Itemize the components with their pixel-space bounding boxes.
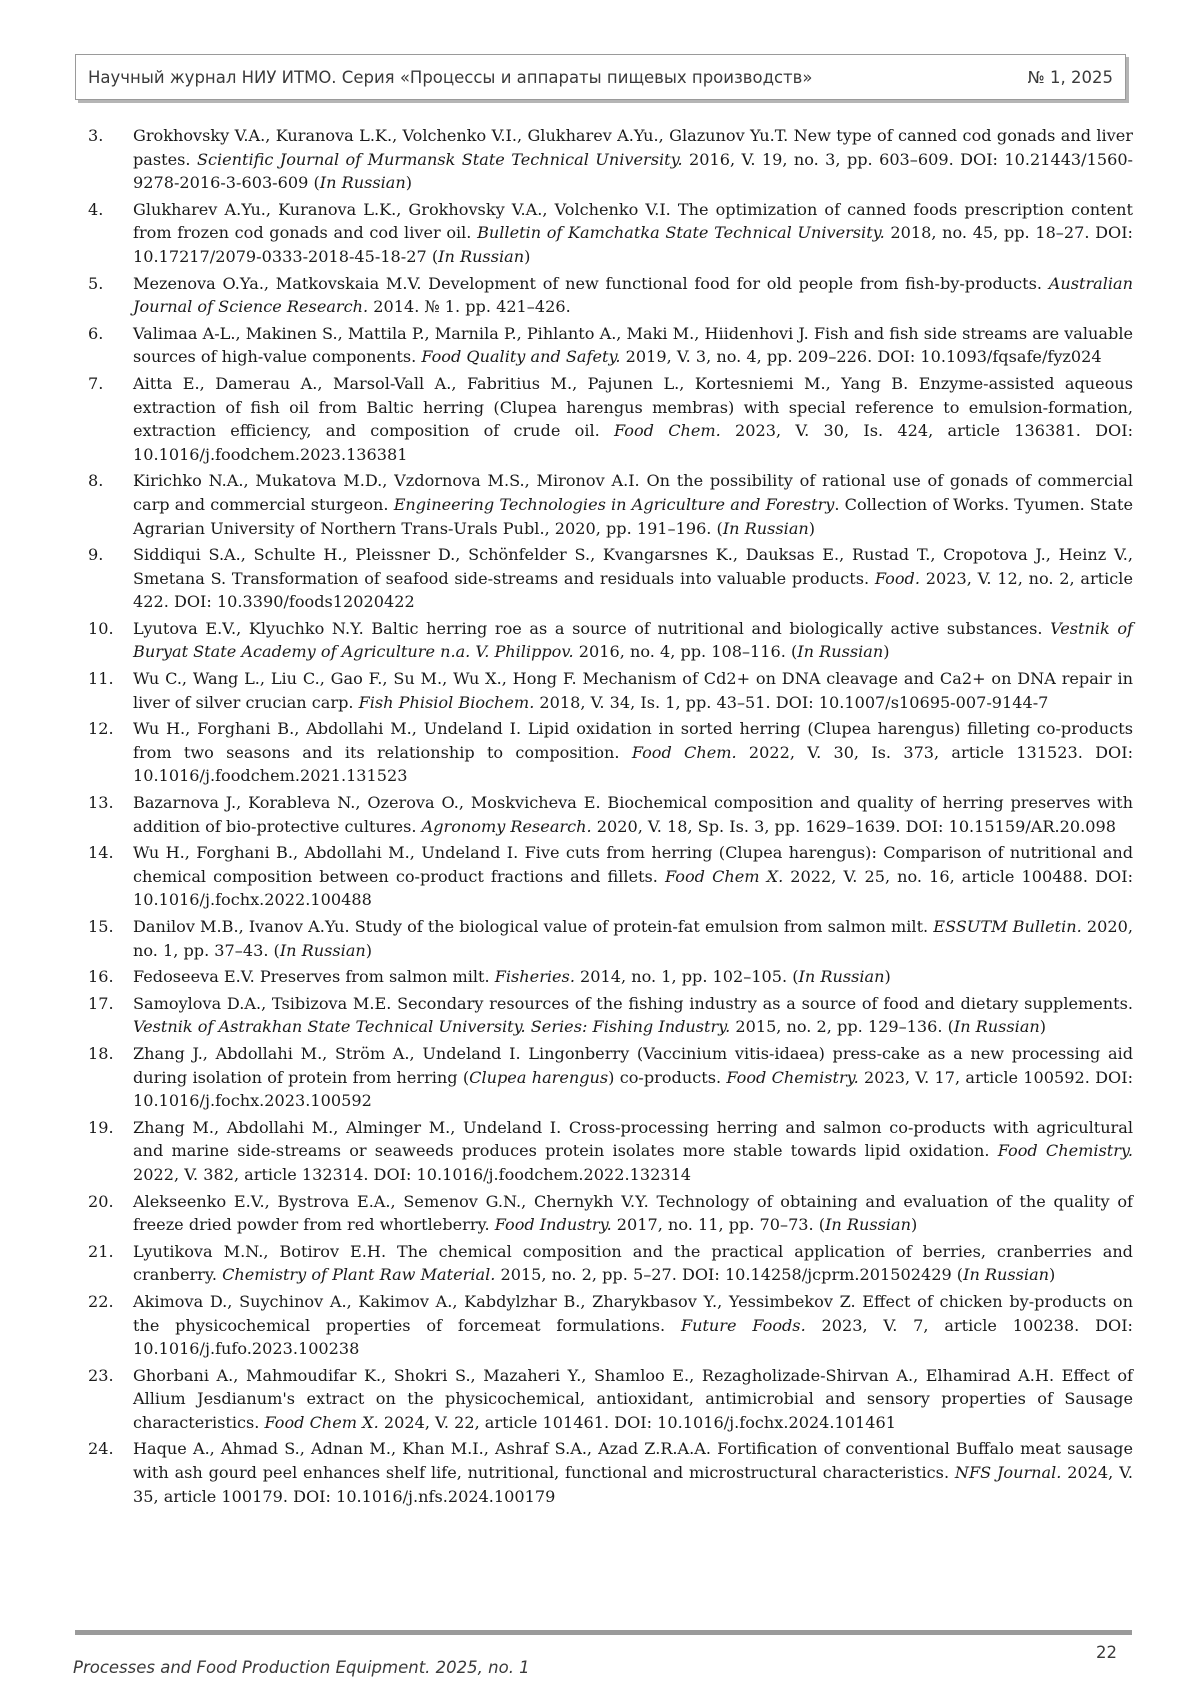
reference-source: Agronomy Research. [421, 816, 592, 836]
reference-details-end: ) [808, 518, 816, 538]
reference-source: Future Foods. [680, 1315, 806, 1335]
reference-details: 2023, V. 7, article 100238. DOI: 10.1016/j.fufo.2023.100238 [133, 1315, 1133, 1359]
reference-source: Fisheries. [494, 967, 575, 987]
reference-note: In Russian [319, 173, 406, 193]
reference-item [88, 841, 1133, 912]
reference-item [88, 992, 1133, 1039]
reference-text: Siddiqui S.A., Schulte H., Pleissner D., Schönfelder S., Kvangarsnes K., Dauksas E., Rustad T., Cropotova J., Heinz V., Smetana S. Transformation of seafood side-streams and residuals into valuable products. [133, 545, 1133, 588]
reference-text: Lyutova E.V., Klyuchko N.Y. Baltic herring roe as a source of nutritional and biologically active substances. [133, 618, 1051, 638]
reference-item [88, 469, 1133, 540]
reference-source: Fish Phisiol Biochem. [358, 692, 535, 712]
reference-text: Grokhovsky V.A., Kuranova L.K., Volchenko V.I., Glukharev A.Yu., Glazunov Yu.T. New type of canned cod gonads and liver pastes. [133, 126, 1133, 169]
page-number: 22 [1096, 1643, 1117, 1662]
reference-source: Scientific Journal of Murmansk State Technical University. [196, 149, 683, 169]
reference-details: 2014. № 1. pp. 421–426. [368, 297, 571, 317]
reference-details-end: ) [911, 1215, 918, 1235]
reference-source: Australian Journal of Science Research. [133, 273, 1133, 317]
reference-item [88, 124, 1133, 195]
reference-number: 19. [88, 1117, 114, 1137]
reference-item [88, 372, 1133, 466]
reference-details: 2022, V. 30, Is. 373, article 131523. DOI: 10.1016/j.foodchem.2021.131523 [133, 742, 1133, 786]
footer-journal-title: Processes and Food Production Equipment. 2025, no. 1 [73, 1658, 530, 1677]
reference-text: Samoylova D.A., Tsibizova M.E. Secondary resources of the fishing industry as a source of food and dietary supplements. [133, 993, 1133, 1013]
reference-details-end: ) [524, 246, 531, 266]
reference-number: 4. [88, 199, 104, 219]
reference-number: 23. [88, 1365, 114, 1385]
reference-item [88, 1290, 1133, 1361]
reference-details-end: ) [365, 940, 373, 960]
reference-number: 12. [88, 719, 114, 739]
reference-source: NFS Journal. [954, 1463, 1062, 1483]
reference-number: 18. [88, 1043, 114, 1063]
header-journal-title: Научный журнал НИУ ИТМО. Серия «Процессы и аппараты пищевых производств» [88, 67, 813, 87]
reference-item [88, 667, 1133, 714]
reference-note: In Russian [798, 967, 885, 987]
reference-number: 8. [88, 471, 104, 491]
reference-details-end: ) [1039, 1017, 1047, 1037]
reference-details-end: ) [405, 173, 412, 193]
reference-number: 7. [88, 373, 104, 393]
reference-text: Kirichko N.A., Mukatova M.D., Vzdornova M.S., Mironov A.I. On the possibility of rational use of gonads of commercial carp and commercial sturgeon. [133, 471, 1133, 514]
reference-source: ESSUTM Bulletin. [933, 917, 1082, 936]
reference-details: 2016, no. 4, pp. 108–116. ( [573, 642, 798, 662]
reference-item [88, 1437, 1133, 1508]
reference-note: In Russian [797, 642, 884, 662]
reference-details-end: ) [883, 642, 890, 662]
reference-number: 17. [88, 993, 114, 1013]
reference-text: Danilov M.B., Ivanov A.Yu. Study of the biological value of protein-fat emulsion from salmon milt. [133, 917, 934, 936]
reference-details: 2015, no. 2, pp. 5–27. DOI: 10.14258/jcprm.201502429 ( [495, 1265, 964, 1285]
reference-source: Bulletin of Kamchatka State Technical University. [477, 223, 885, 243]
running-header [75, 54, 1126, 100]
reference-text: Ghorbani A., Mahmoudifar K., Shokri S., Mazaheri Y., Shamloo E., Rezagholizade-Shirvan A., Elhamirad A.H. Effect of Allium Jesdianum's extract on the physicochemical, antioxidant, antimicrobial and sensory properties of Sausage characteristics. [133, 1365, 1133, 1432]
reference-text: Wu H., Forghani B., Abdollahi M., Undeland I. Five cuts from herring (Clupea harengus): Comparison of nutritional and chemical composition between co-product fractions and fillets. [133, 843, 1133, 886]
reference-source: Food Industry. [494, 1215, 612, 1235]
reference-item [88, 717, 1133, 788]
reference-number: 24. [88, 1439, 114, 1459]
reference-text: Valimaa A-L., Makinen S., Mattila P., Marnila P., Pihlanto A., Maki M., Hiidenhovi J. Fish and fish side streams are valuable sources of high-value components. [133, 323, 1133, 367]
reference-details: 2018, V. 34, Is. 1, pp. 43–51. DOI: 10.1007/s10695-007-9144-7 [534, 692, 1049, 712]
reference-note: In Russian [438, 246, 525, 266]
reference-details: ) co-products. [608, 1067, 727, 1087]
reference-note: In Russian [279, 940, 366, 960]
reference-number: 14. [88, 843, 114, 863]
reference-details: 2022, V. 25, no. 16, article 100488. DOI: 10.1016/j.fochx.2022.100488 [133, 866, 1133, 910]
reference-source: Food Quality and Safety. [421, 347, 621, 367]
reference-details: 2018, no. 45, pp. 18–27. DOI: 10.17217/2079-0333-2018-45-18-27 ( [133, 223, 1133, 266]
reference-source: Clupea harengus [469, 1067, 609, 1087]
reference-number: 13. [88, 793, 114, 813]
reference-text: Akimova D., Suychinov A., Kakimov A., Kabdylzhar B., Zharykbasov Y., Yessimbekov Z. Effect of chicken by-products on the physicochemical properties of forcemeat formulations. [133, 1291, 1133, 1335]
reference-text: Zhang M., Abdollahi M., Alminger M., Undeland I. Cross-processing herring and salmon co-products with agricultural and marine side-streams or seaweeds produces protein isolates more stable towards lipid oxidation. [133, 1117, 1133, 1161]
reference-number: 6. [88, 323, 104, 343]
reference-item [88, 1042, 1133, 1113]
reference-details: 2022, V. 382, article 132314. DOI: 10.1016/j.foodchem.2022.132314 [133, 1164, 692, 1184]
reference-source: Food. [874, 568, 920, 588]
reference-note: In Russian [722, 518, 809, 538]
reference-source: Food Chem. [631, 742, 737, 762]
reference-source: Food Chem. [613, 421, 721, 441]
reference-details: 2014, no. 1, pp. 102–105. ( [574, 967, 799, 987]
reference-number: 3. [88, 126, 104, 145]
reference-details: 2020, no. 1, pp. 37–43. ( [133, 917, 1133, 960]
reference-item [88, 543, 1133, 614]
reference-item [88, 1364, 1133, 1435]
header-issue: № 1, 2025 [1027, 67, 1113, 87]
reference-text: Bazarnova J., Korableva N., Ozerova O., Moskvicheva E. Biochemical composition and quality of herring preserves with addition of bio-protective cultures. [133, 793, 1133, 836]
reference-number: 10. [88, 618, 114, 638]
reference-text: Alekseenko E.V., Bystrova E.A., Semenov G.N., Chernykh V.Y. Technology of obtaining and evaluation of the quality of freeze dried powder from red whortleberry. [133, 1191, 1133, 1235]
reference-text: Fedoseeva E.V. Preserves from salmon milt. [133, 967, 495, 987]
reference-source: Engineering Technologies in Agriculture and Forestry [393, 494, 835, 514]
reference-note: In Russian [963, 1265, 1050, 1285]
reference-number: 5. [88, 273, 104, 293]
reference-text: Haque A., Ahmad S., Adnan M., Khan M.I., Ashraf S.A., Azad Z.R.A.A. Fortification of conventional Buffalo meat sausage with ash gourd peel enhances shelf life, nutritional, functional and microstructural characteristics. [133, 1439, 1133, 1483]
reference-note: In Russian [953, 1017, 1040, 1037]
reference-text: Aitta E., Damerau A., Marsol-Vall A., Fabritius M., Pajunen L., Kortesniemi M., Yang B. Enzyme-assisted aqueous extraction of fish oil from Baltic herring (Clupea harengus membras) with special reference to emulsion-formation, extraction efficiency, and composition of crude oil. [133, 373, 1133, 441]
reference-source: Food Chemistry. [997, 1141, 1133, 1161]
reference-note: Food Chemistry. [726, 1067, 859, 1087]
reference-number: 21. [88, 1241, 114, 1261]
reference-note: In Russian [825, 1215, 912, 1235]
reference-number: 22. [88, 1291, 114, 1311]
reference-text: Lyutikova M.N., Botirov E.H. The chemical composition and the practical application of berries, cranberries and cranberry. [133, 1241, 1133, 1285]
reference-number: 20. [88, 1191, 114, 1211]
reference-details: 2016, V. 19, no. 3, pp. 603–609. DOI: 10.21443/1560-9278-2016-3-603-609 ( [133, 149, 1133, 193]
footer-divider [75, 1630, 1132, 1635]
reference-text: Glukharev A.Yu., Kuranova L.K., Grokhovsky V.A., Volchenko V.I. The optimization of canned foods prescription content from frozen cod gonads and cod liver oil. [133, 199, 1133, 243]
reference-item [88, 1116, 1133, 1187]
reference-item [88, 965, 1133, 989]
reference-text: Mezenova O.Ya., Matkovskaia M.V. Development of new functional food for old people from fish-by-products. [133, 273, 1049, 293]
reference-details: 2024, V. 22, article 101461. DOI: 10.1016/j.fochx.2024.101461 [378, 1412, 896, 1432]
reference-number: 9. [88, 545, 104, 565]
reference-details: 2017, no. 11, pp. 70–73. ( [611, 1215, 826, 1235]
reference-item [88, 617, 1133, 664]
reference-item [88, 1240, 1133, 1287]
reference-item [88, 198, 1133, 269]
reference-list [88, 124, 1133, 1511]
reference-item [88, 272, 1133, 319]
reference-details-end: 2023, V. 17, article 100592. DOI: 10.1016/j.fochx.2023.100592 [133, 1067, 1133, 1111]
reference-item [88, 791, 1133, 838]
reference-source: Vestnik of Astrakhan State Technical University. Series: Fishing Industry. [133, 1017, 731, 1037]
reference-text: Zhang J., Abdollahi M., Ström A., Undeland I. Lingonberry (Vaccinium vitis-idaea) press-cake as a new processing aid during isolation of protein from herring ( [133, 1043, 1133, 1087]
reference-source: Food Chem X. [665, 866, 784, 886]
reference-item [88, 322, 1133, 369]
reference-details-end: ) [1049, 1265, 1056, 1285]
reference-details-end: ) [884, 967, 891, 987]
reference-details: 2019, V. 3, no. 4, pp. 209–226. DOI: 10.1093/fqsafe/fyz024 [620, 347, 1102, 367]
reference-source: Vestnik of Buryat State Academy of Agriculture n.a. V. Philippov. [133, 618, 1133, 662]
reference-number: 16. [88, 967, 114, 987]
reference-item [88, 915, 1133, 962]
reference-text: Wu H., Forghani B., Abdollahi M., Undeland I. Lipid oxidation in sorted herring (Clupea harengus) filleting co-products from two seasons and its relationship to composition. [133, 719, 1133, 762]
reference-item [88, 1190, 1133, 1237]
reference-details: 2023, V. 12, no. 2, article 422. DOI: 10.3390/foods12020422 [133, 568, 1133, 612]
reference-details: 2020, V. 18, Sp. Is. 3, pp. 1629–1639. DOI: 10.15159/AR.20.098 [591, 816, 1116, 836]
reference-source: Chemistry of Plant Raw Material. [222, 1265, 496, 1285]
reference-text: Wu C., Wang L., Liu C., Gao F., Su M., Wu X., Hong F. Mechanism of Cd2+ on DNA cleavage and Ca2+ on DNA repair in liver of silver crucian carp. [133, 669, 1133, 712]
reference-number: 11. [88, 669, 114, 689]
reference-details: 2015, no. 2, pp. 129–136. ( [730, 1017, 954, 1037]
reference-details: . Collection of Works. Tyumen. State Agrarian University of Northern Trans-Urals Publ., 2020, pp. 191–196. ( [133, 494, 1133, 538]
reference-details: 2023, V. 30, Is. 424, article 136381. DOI: 10.1016/j.foodchem.2023.136381 [133, 421, 1133, 464]
reference-number: 15. [88, 917, 114, 936]
reference-source: Food Chem X. [264, 1412, 379, 1432]
reference-details: 2024, V. 35, article 100179. DOI: 10.1016/j.nfs.2024.100179 [133, 1463, 1134, 1506]
